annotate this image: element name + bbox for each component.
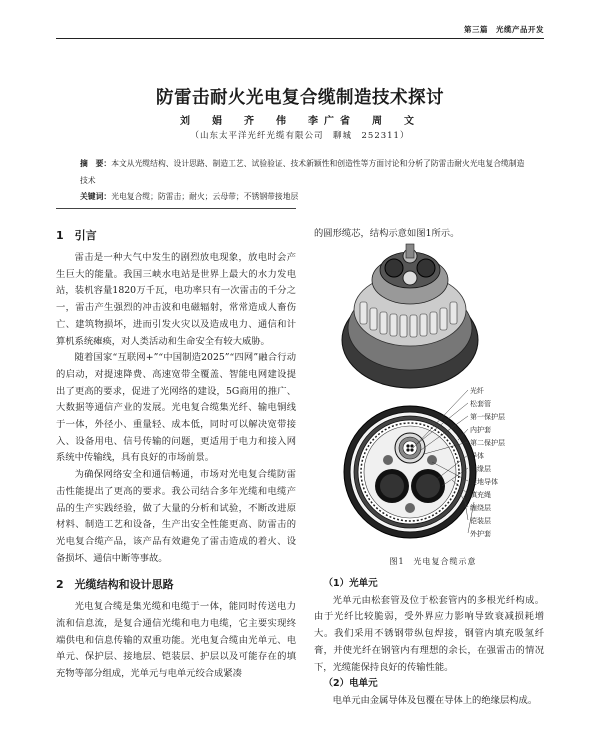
section-2-heading: 2 光缆结构和设计思路: [56, 578, 174, 592]
continuation-text: 的圆形缆芯，结构示意如图1所示。: [314, 228, 460, 239]
keywords-rule: [56, 208, 296, 209]
header-section: 第三篇 光缆产品开发: [464, 25, 544, 34]
keywords-label: 关键词：: [80, 192, 112, 201]
section-1-paragraph: 随着国家“互联网+”“中国制造2025”“四网”融合行动的启动，对提速降费、高速宽带全覆盖、智能电网建设提出了更高的要求，促进了光网络的建设，5G商用的推广、大数据等通信产业的发展。光电复合缆集光纤、输电铜线于一体，外径小、重量轻、成本低，同时可以解决宽带接入、设备用电、信号传输的问题，更适用于电力和接入网系统中传输线，具有良好的市场前景。: [56, 352, 296, 464]
label-inner-sheath: 内护套: [470, 426, 491, 434]
cable-cross-section: [344, 406, 476, 538]
abstract-text: 本文从光缆结构、设计思路、制造工艺、试验验证、技术新颖性和创造性等方面讨论和分析了防雷击耐火光电复合缆制造技术: [80, 159, 525, 185]
subsection-2-heading: （2）电单元: [323, 678, 378, 690]
label-ground-conductor: 接地导体: [470, 478, 498, 486]
label-filler: 填充绳: [470, 491, 491, 499]
paper-title: 防雷击耐火光电复合缆制造技术探讨: [156, 88, 444, 108]
abstract-label: 摘 要：: [80, 159, 112, 168]
section-1-paragraph: 雷击是一种大气中发生的剧烈放电现象，放电时会产生巨大的能量。我国三峡水电站是世界上最大的水力发电站，装机容量1820万千瓦，电功率只有一次雷击的千分之一，雷击产生强烈的冲击波和电磁辐射，常常造成人畜伤亡、建筑物损坏，进而引发火灾以及造成电力、通信和计算机系统瘫痪，对人类活动和生命安全有较大威胁。: [56, 252, 296, 347]
abstract: [80, 155, 532, 189]
keywords-text: 光电复合缆；防雷击；耐火；云母带；不锈钢带接地层: [111, 192, 299, 201]
section-1-heading: 1 引言: [56, 229, 97, 242]
label-conductor: 导体: [470, 452, 484, 460]
label-fiber: 光纤: [470, 387, 484, 395]
label-first-protection: 第一保护层: [470, 413, 505, 421]
label-armor: 铠装层: [470, 517, 491, 525]
section-1-paragraph: 为确保网络安全和通信畅通，市场对光电复合缆防雷击性能提出了更高的要求。我公司结合多年光缆和电缆产品的生产实践经验，做了大量的分析和试验，不断改进原材料、制造工艺和设备，生产出安全性能更高、防雷击的光电复合缆产品，该产品有效避免了雷击造成的着火、设备损坏、通信中断等事故。: [56, 469, 296, 564]
label-insulation: 绝缘层: [470, 465, 491, 473]
header-rule: [56, 38, 544, 39]
left-column: [56, 226, 296, 683]
label-outer-sheath: 外护套: [470, 530, 491, 538]
keywords: [80, 190, 532, 204]
running-header: [56, 24, 544, 37]
section-2-paragraph: 光电复合缆是集光缆和电缆于一体，能同时传送电力流和信息流，是复合通信光缆和电力电缆，它主要实现终端供电和信息传输的双重功能。光电复合缆由光单元、电单元、保护层、接地层、铠装层、护层以及可能存在的填充物等部分组成，光单元与电单元绞合成紧凑: [56, 601, 296, 680]
subsection-1-heading: （1）光单元: [323, 578, 378, 589]
subsection-1-text: 光单元由松套管及位于松套管内的多根光纤构成。由于光纤比较脆弱，受外界应力影响导致衰减损耗增大。我们采用不锈钢带纵包焊接，钢管内填充吸氢纤膏，并使光纤在钢管内有理想的余长，在强雷击的情况下，光缆能保持良好的传输性能。: [314, 594, 544, 673]
cable-cross-section-figure: [318, 240, 548, 570]
right-column-bottom: [314, 576, 544, 710]
figure-caption: 图1 光电复合缆示意: [389, 557, 477, 566]
subsection-2-text: 电单元由金属导体及包覆在导体上的绝缘层构成。: [332, 694, 538, 706]
label-wrapping: 缠绕层: [470, 504, 491, 512]
label-second-protection: 第二保护层: [470, 439, 505, 447]
label-loose-tube: 松套管: [470, 400, 491, 408]
authors: 刘 娟 齐 伟 李广省 周 文: [180, 116, 420, 127]
cable-3d-illustration: [342, 244, 478, 388]
affiliation: （山东太平洋光纤光缆有限公司 聊城 252311）: [190, 131, 410, 141]
